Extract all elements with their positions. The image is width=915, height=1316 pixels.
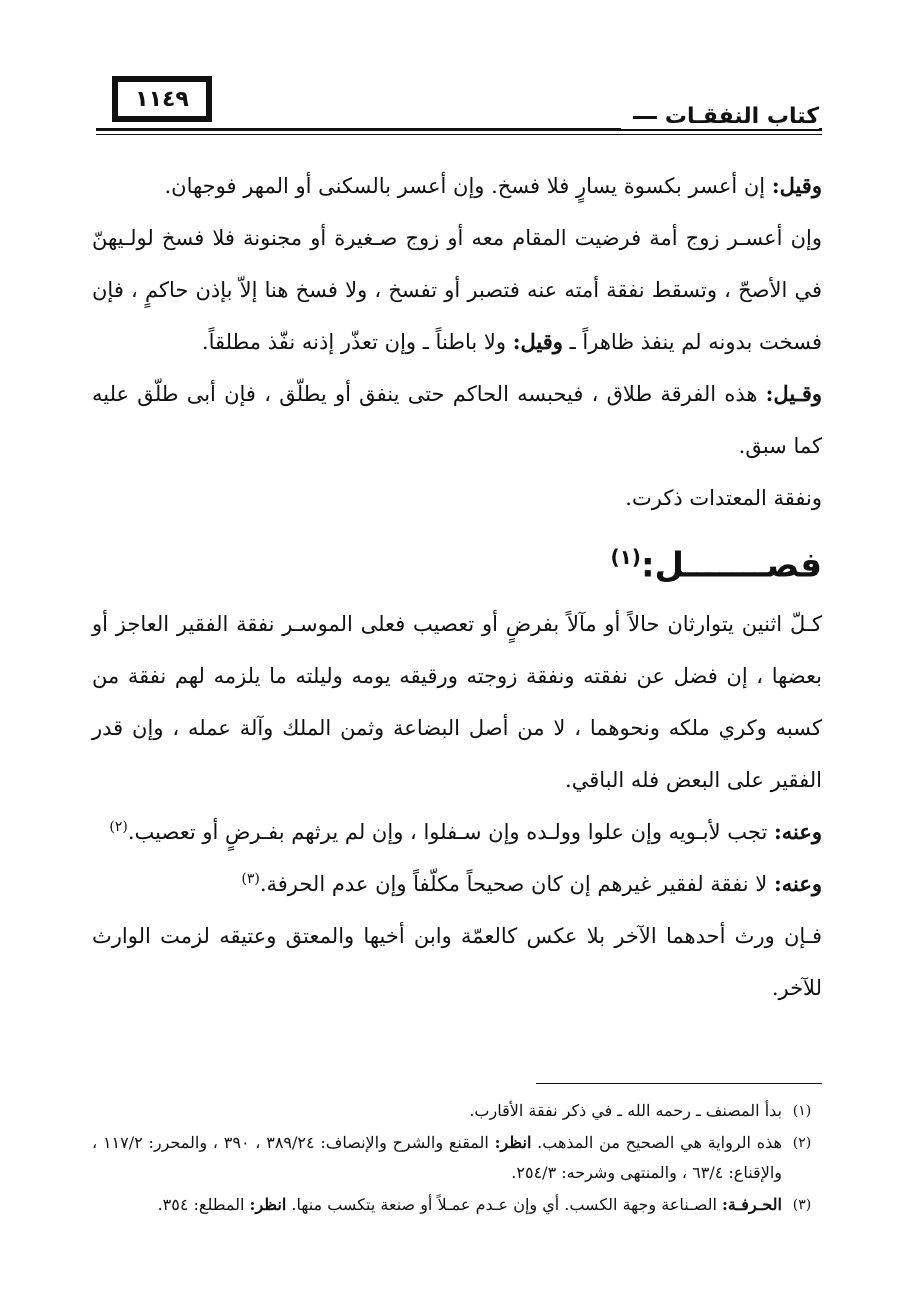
keyword: وعنه: [773, 871, 822, 897]
paragraph-text: ونفقة المعتدات ذكرت. [625, 486, 822, 510]
header-rule-thin [96, 134, 822, 135]
paragraph-text: وإن أعسـر زوج أمة فرضيت المقام معه أو زوج صـغيرة أو مجنونة فلا فسخ لولـيهنّ في الأصحّ ، وتسقط نفقة أمته عنه فتصبر أو تفسخ ، ولا فسخ هنا إلاّ بإذن حاكمٍ ، فإن فسخت بدونه لم ينفذ ظاهراً ـ [92, 226, 822, 354]
main-text [92, 160, 822, 1014]
title-dash [633, 116, 657, 119]
chapter-title [621, 104, 819, 129]
footnote-text [92, 1096, 782, 1126]
footnote-body: المطلع: ٣٥٤. [157, 1195, 250, 1214]
page-number: ١١٤٩ [135, 86, 189, 112]
footnote-number: (٢) [792, 1135, 812, 1151]
paragraph-2 [92, 212, 822, 368]
footnote-rule [536, 1083, 822, 1084]
paragraph-6 [92, 806, 822, 858]
footnote-ref: (٢) [109, 819, 128, 836]
footnote [92, 1096, 822, 1126]
footnotes [92, 1096, 822, 1222]
section-heading-text: فصـــــــل: [640, 545, 822, 586]
keyword: وقيل: [771, 173, 822, 198]
paragraph-3 [92, 368, 822, 472]
paragraph-text: ولا باطناً ـ وإن تعذّر إذنه نفّذ مطلقاً. [201, 330, 513, 354]
paragraph-text: هذه الفرقة طلاق ، فيحبسه الحاكم حتى ينفق أو يطلّق ، فإن أبى طلّق عليه كما سبق. [92, 382, 822, 458]
footnote-body: هذه الرواية هي الصحيح من المذهب. [531, 1133, 782, 1152]
paragraph-text: إن أعسر بكسوة يسارٍ فلا فسخ. وإن أعسر بالسكنى أو المهر فوجهان. [164, 174, 772, 198]
keyword: وقيل: [512, 329, 563, 354]
footnote-ref: (١) [610, 545, 641, 569]
footnote-body: بدأ المصنف ـ رحمه الله ـ في ذكر نفقة الأقارب. [469, 1101, 782, 1120]
paragraph-4 [92, 472, 822, 524]
footnote-number: (١) [792, 1103, 812, 1119]
page-number-box [112, 76, 212, 122]
keyword: وقـيل: [765, 381, 822, 406]
footnote [92, 1128, 822, 1188]
paragraph-text: كـلّ اثنين يتوارثان حالاً أو مآلاً بفرضٍ أو تعصيب فعلى الموسـر نفقة الفقير العاجز أو بعضها ، إن فضل عن نفقته ونفقة زوجته ورقيقه يومه وليلته ما يلزمه لهم نفقة من كسبه وكري ملكه ونحوهما ، لا من أصل البضاعة وثمن الملك وآلة عمله ، وإن قدر الفقير على البعض فله الباقي. [92, 612, 822, 793]
paragraph-text: لا نفقة لفقير غيرهم إن كان صحيحاً مكلّفاً وإن عدم الحرفة. [259, 872, 774, 897]
footnote-keyword: الحـرفـة: [722, 1195, 782, 1214]
paragraph-5 [92, 598, 822, 806]
paragraph-text: تجب لأبـويه وإن علوا وولـده وإن سـفلوا ، وإن لم يرثهم بفـرضٍ أو تعصيب. [127, 820, 774, 845]
footnote-body: الصـناعة وجهة الكسب. أي وإن عـدم عمـلاً أو صنعة يتكسب منها. [286, 1195, 723, 1214]
paragraph-1 [92, 160, 822, 212]
footnote-body: المقنع والشرح والإنصاف: ٣٨٩/٢٤ ، ٣٩٠ ، والمحرر: ١١٧/٢ ، والإقناع: ٦٣/٤ ، والمنتهى وشرحه: ٢٥٤/٣. [92, 1133, 782, 1182]
footnote [92, 1190, 822, 1220]
paragraph-8 [92, 910, 822, 1014]
keyword: وعنه: [773, 819, 822, 845]
footnote-ref: (٣) [241, 871, 260, 888]
paragraph-text: فـإن ورث أحدهما الآخر بلا عكس كالعمّة وابن أخيها والمعتق وعتيقه لزمت الوارث للآخر. [92, 924, 822, 1001]
footnote-keyword: انظر: [249, 1195, 287, 1214]
footnote-keyword: انظر: [494, 1133, 532, 1152]
footnote-text [92, 1190, 782, 1220]
paragraph-7 [92, 858, 822, 910]
chapter-title-text: كتاب النفقـات [664, 104, 819, 129]
footnote-number: (٣) [792, 1197, 812, 1213]
footnote-text [92, 1128, 782, 1188]
section-heading [92, 524, 822, 598]
